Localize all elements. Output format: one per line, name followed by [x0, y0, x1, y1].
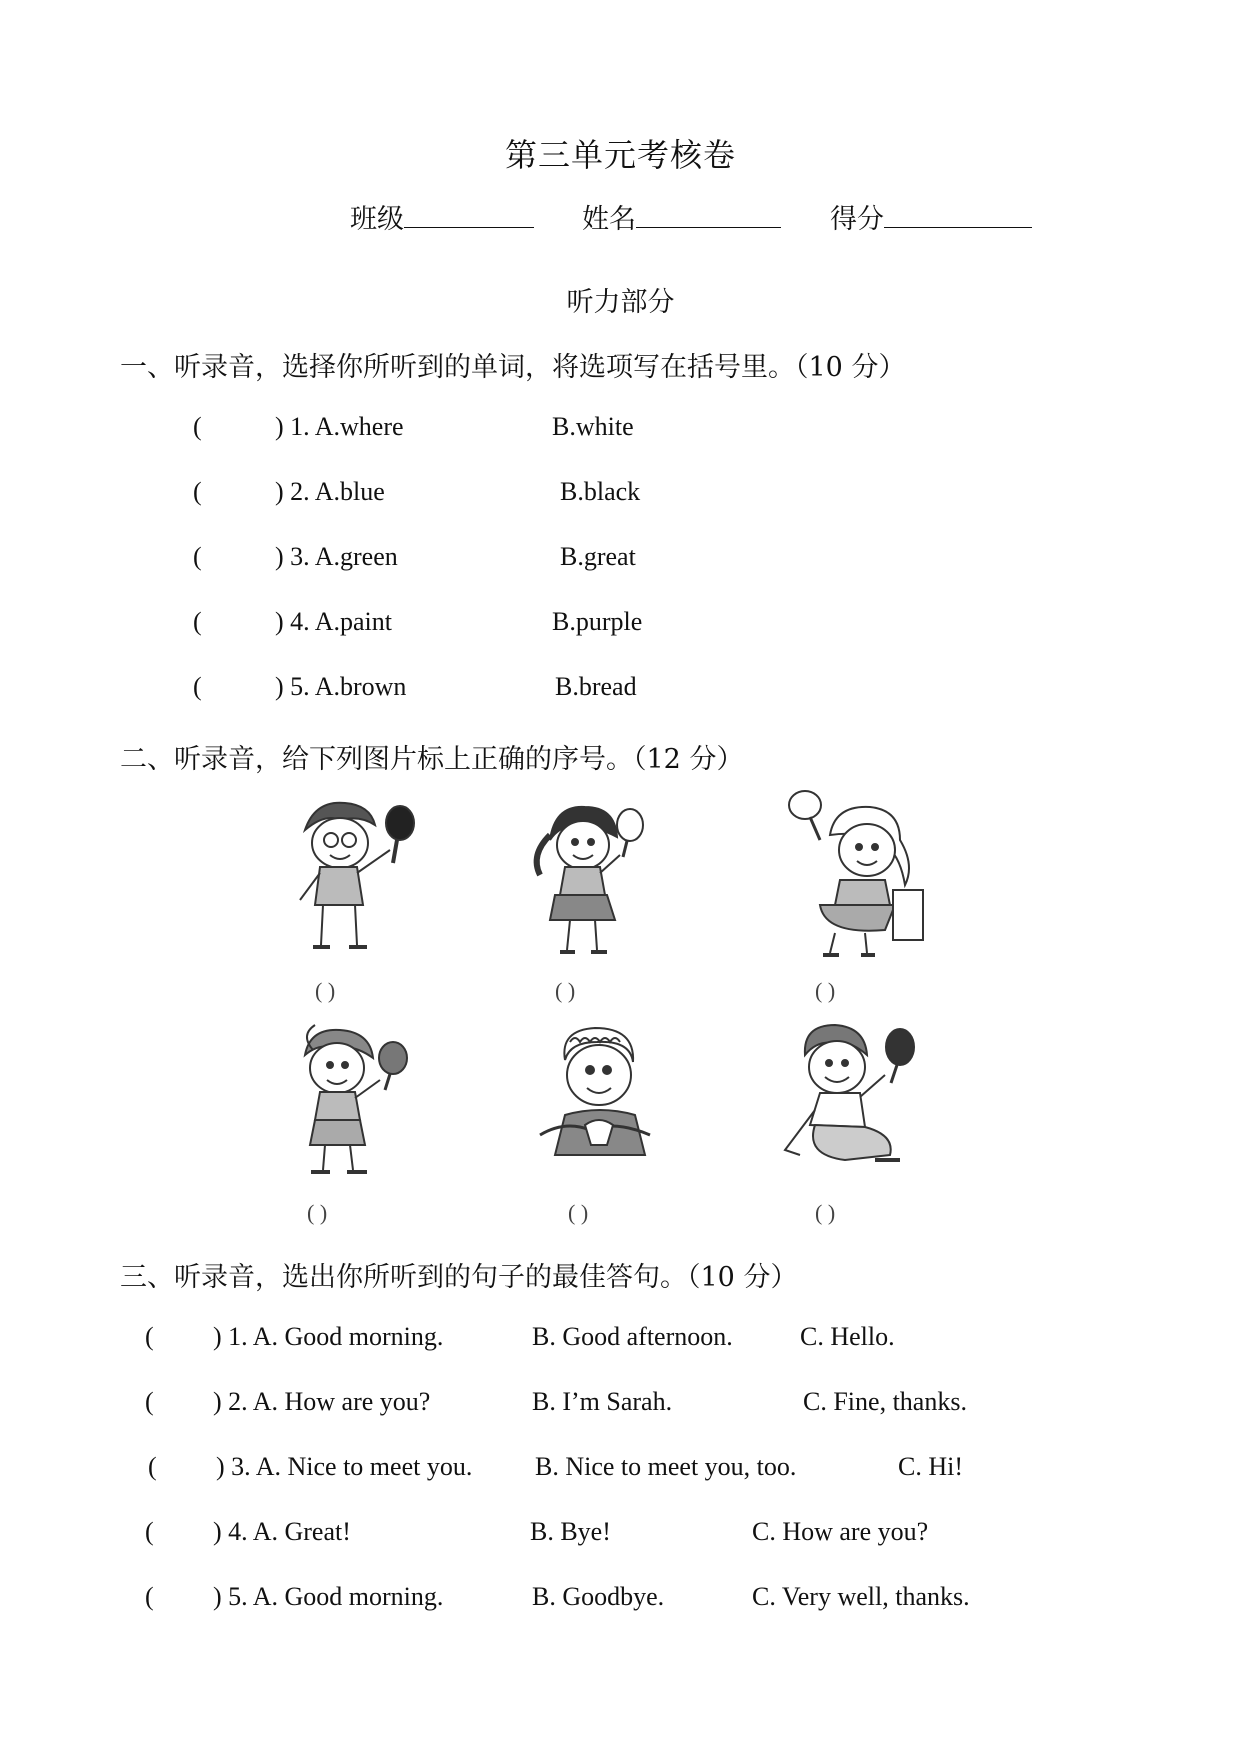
picture-crouching-paddle-icon — [775, 1015, 935, 1180]
s3-q2-c[interactable]: C. Fine, thanks. — [803, 1387, 967, 1416]
s3-q4-paren: ( — [145, 1517, 154, 1546]
s1-q1-a[interactable]: ) 1. A.where — [275, 412, 404, 441]
s1-q1-b[interactable]: B.white — [552, 412, 634, 441]
s1-q5-a[interactable]: ) 5. A.brown — [275, 672, 407, 701]
s1-q1-paren: ( — [193, 412, 202, 441]
name-field — [582, 197, 781, 236]
s3-q2-b[interactable]: B. I’m Sarah. — [532, 1387, 673, 1416]
s3-q5-b[interactable]: B. Goodbye. — [532, 1582, 665, 1611]
section1-heading: 一、听录音，选择你所听到的单词，将选项写在括号里。（10 分） — [120, 352, 906, 383]
page-title: 第三单元考核卷 — [504, 136, 736, 174]
s3-q2-paren: ( — [145, 1387, 154, 1416]
picture-1-answer[interactable]: ( ) — [315, 978, 336, 1003]
s3-q3-paren: ( — [148, 1452, 157, 1481]
s1-q2-b[interactable]: B.black — [560, 477, 641, 506]
class-blank[interactable] — [404, 201, 534, 228]
picture-glasses-paddle-icon — [285, 795, 435, 960]
picture-5-answer[interactable]: ( ) — [568, 1200, 589, 1225]
class-field — [350, 197, 534, 236]
s3-q4-c[interactable]: C. How are you? — [752, 1517, 929, 1546]
picture-pigtails-paddle-icon — [525, 795, 675, 960]
picture-2-answer[interactable]: ( ) — [555, 978, 576, 1003]
picture-sitting-paddle-icon — [775, 785, 945, 960]
section2-heading: 二、听录音，给下列图片标上正确的序号。（12 分） — [120, 744, 744, 775]
s1-q2-paren: ( — [193, 477, 202, 506]
score-blank[interactable] — [884, 201, 1032, 228]
section3-heading: 三、听录音，选出你所听到的句子的最佳答句。（10 分） — [120, 1262, 798, 1293]
score-field — [830, 197, 1032, 236]
s1-q3-paren: ( — [193, 542, 202, 571]
s3-q2-a[interactable]: ) 2. A. How are you? — [213, 1387, 431, 1416]
picture-4-answer[interactable]: ( ) — [307, 1200, 328, 1225]
picture-thinking-paddle-icon — [285, 1020, 425, 1185]
s3-q1-c[interactable]: C. Hello. — [800, 1322, 895, 1351]
name-blank[interactable] — [636, 201, 781, 228]
s3-q3-a[interactable]: ) 3. A. Nice to meet you. — [216, 1452, 473, 1481]
s3-q5-a[interactable]: ) 5. A. Good morning. — [213, 1582, 444, 1611]
picture-curly-hair-icon — [535, 1020, 675, 1180]
s3-q5-paren: ( — [145, 1582, 154, 1611]
s3-q5-c[interactable]: C. Very well, thanks. — [752, 1582, 970, 1611]
listening-heading: 听力部分 — [566, 287, 675, 318]
s3-q1-paren: ( — [145, 1322, 154, 1351]
s1-q5-b[interactable]: B.bread — [555, 672, 637, 701]
s3-q3-c[interactable]: C. Hi! — [898, 1452, 963, 1481]
s1-q4-a[interactable]: ) 4. A.paint — [275, 607, 392, 636]
name-label: 姓名 — [582, 204, 636, 235]
s1-q5-paren: ( — [193, 672, 202, 701]
s1-q4-paren: ( — [193, 607, 202, 636]
s3-q1-b[interactable]: B. Good afternoon. — [532, 1322, 733, 1351]
picture-6-answer[interactable]: ( ) — [815, 1200, 836, 1225]
class-label: 班级 — [350, 204, 404, 235]
score-label: 得分 — [830, 204, 884, 235]
s3-q3-b[interactable]: B. Nice to meet you, too. — [535, 1452, 797, 1481]
s1-q4-b[interactable]: B.purple — [552, 607, 643, 636]
s3-q4-b[interactable]: B. Bye! — [530, 1517, 611, 1546]
s1-q3-b[interactable]: B.great — [560, 542, 636, 571]
s3-q1-a[interactable]: ) 1. A. Good morning. — [213, 1322, 444, 1351]
s1-q3-a[interactable]: ) 3. A.green — [275, 542, 398, 571]
s1-q2-a[interactable]: ) 2. A.blue — [275, 477, 385, 506]
picture-3-answer[interactable]: ( ) — [815, 978, 836, 1003]
s3-q4-a[interactable]: ) 4. A. Great! — [213, 1517, 351, 1546]
